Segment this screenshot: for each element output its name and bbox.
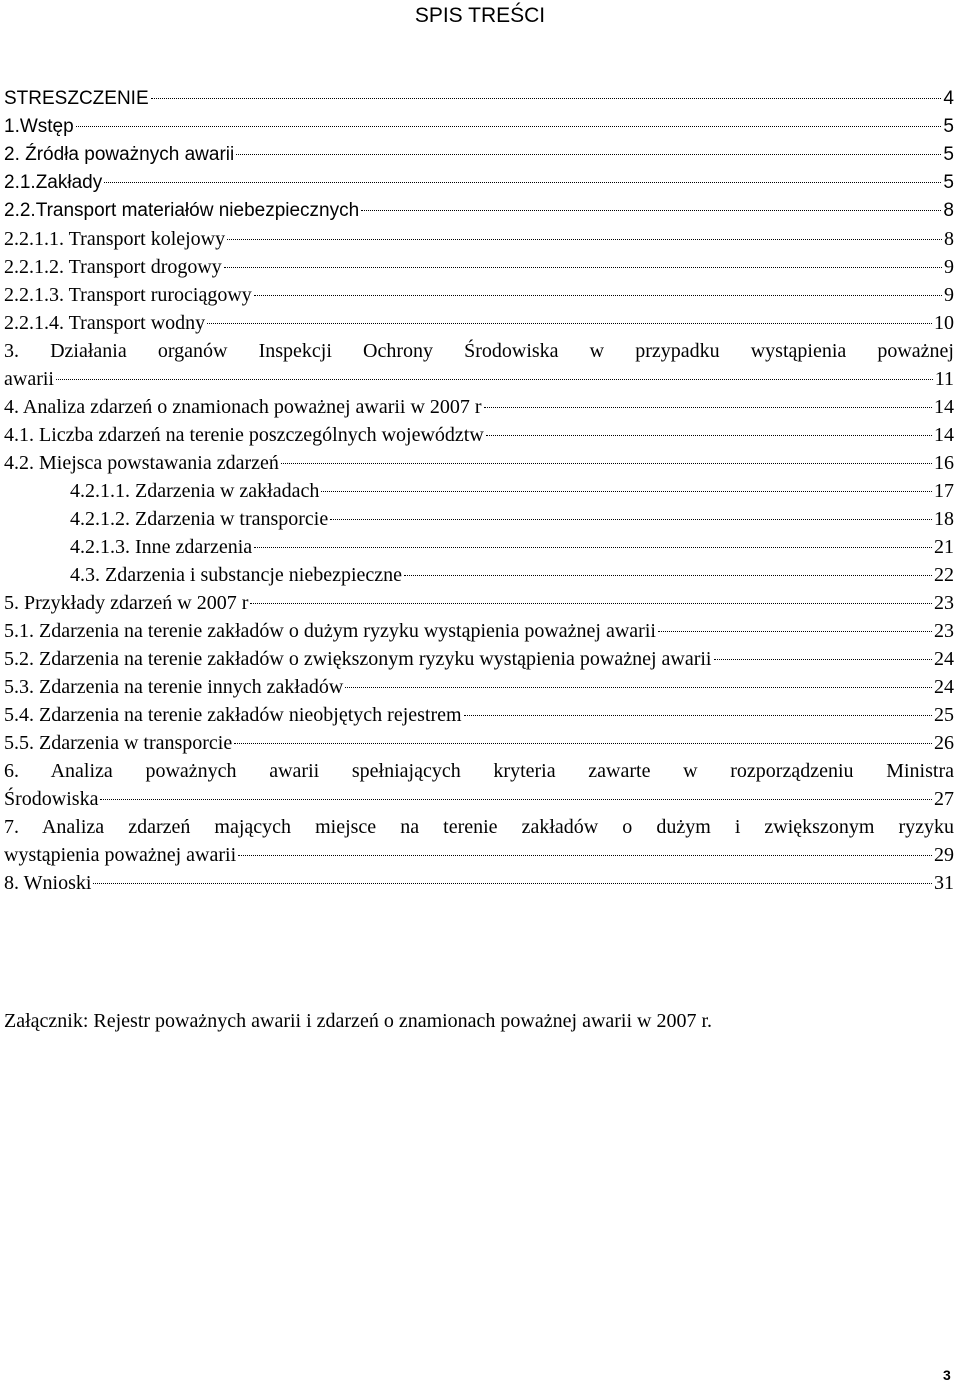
toc-entry-title: 5.1. Zdarzenia na terenie zakładów o dużym ryzyku wystąpienia poważnej awarii (4, 620, 656, 642)
toc-leader-dots (404, 575, 932, 576)
toc-leader-dots (464, 715, 932, 716)
toc-entry-title: 8. Wnioski (4, 872, 92, 894)
toc-entry-page: 9 (944, 256, 954, 278)
toc-entry-title: 6. Analiza poważnych awarii spełniających kryteria zawarte w rozporządzeniu Ministra (4, 760, 954, 782)
toc-entry[interactable] (4, 617, 954, 645)
toc-entry[interactable] (4, 477, 954, 505)
toc-leader-dots (151, 98, 942, 99)
toc-entry-title: 2.1.Zakłady (4, 172, 103, 193)
toc-leader-dots (93, 883, 932, 884)
toc-entry-page: 4 (943, 88, 954, 109)
toc-entry-page: 10 (934, 312, 954, 334)
toc-leader-dots (250, 603, 932, 604)
toc-entry-page: 29 (934, 844, 954, 866)
toc-entry-title: 2.2.1.4. Transport wodny (4, 312, 206, 334)
page-title: SPIS TREŚCI (414, 4, 546, 27)
toc-entry[interactable] (4, 449, 954, 477)
toc-entry[interactable] (4, 561, 954, 589)
toc-leader-dots (76, 126, 942, 127)
toc-entry-page: 24 (934, 676, 954, 698)
toc-entry-title: 5.2. Zdarzenia na terenie zakładów o zwiększonym ryzyku wystąpienia poważnej awarii (4, 648, 712, 670)
toc-entry-page: 8 (943, 200, 954, 221)
table-of-contents (4, 85, 954, 897)
toc-entry-title: 4.2. Miejsca powstawania zdarzeń (4, 452, 279, 474)
toc-entry[interactable] (4, 141, 954, 169)
toc-entry[interactable] (4, 673, 954, 701)
toc-leader-dots (714, 659, 933, 660)
toc-entry-page: 23 (934, 592, 954, 614)
attachment-note: Załącznik: Rejestr poważnych awarii i zdarzeń o znamionach poważnej awarii w 2007 r. (4, 1010, 713, 1032)
toc-entry[interactable] (4, 869, 954, 897)
toc-entry-page: 23 (934, 620, 954, 642)
toc-entry-title: 2. Źródła poważnych awarii (4, 144, 235, 165)
toc-entry-title: 2.2.Transport materiałów niebezpiecznych (4, 200, 360, 221)
toc-entry[interactable] (4, 365, 954, 393)
toc-entry[interactable] (4, 225, 954, 253)
toc-entry[interactable] (4, 337, 954, 365)
toc-leader-dots (254, 295, 942, 296)
toc-leader-dots (56, 379, 933, 380)
toc-leader-dots (207, 323, 932, 324)
toc-entry[interactable] (4, 645, 954, 673)
toc-entry-title: 7. Analiza zdarzeń mających miejsce na terenie zakładów o dużym i zwiększonym ryzyku (4, 816, 954, 838)
toc-entry-page: 16 (934, 452, 954, 474)
toc-entry[interactable] (4, 589, 954, 617)
toc-entry-title: awarii (4, 368, 54, 390)
toc-entry-title: 5.5. Zdarzenia w transporcie (4, 732, 233, 754)
toc-entry-title: Środowiska (4, 788, 99, 810)
toc-leader-dots (330, 519, 932, 520)
toc-entry[interactable] (4, 729, 954, 757)
toc-entry[interactable] (4, 785, 954, 813)
toc-entry[interactable] (4, 757, 954, 785)
toc-entry[interactable] (4, 197, 954, 225)
toc-leader-dots (254, 547, 932, 548)
toc-entry-page: 24 (934, 648, 954, 670)
toc-entry-page: 18 (934, 508, 954, 530)
toc-entry-page: 14 (934, 396, 954, 418)
toc-entry[interactable] (4, 533, 954, 561)
toc-entry-title: 5.3. Zdarzenia na terenie innych zakładów (4, 676, 344, 698)
toc-leader-dots (236, 154, 941, 155)
toc-entry-title: wystąpienia poważnej awarii (4, 844, 237, 866)
toc-leader-dots (234, 743, 932, 744)
toc-entry-page: 21 (934, 536, 954, 558)
toc-entry-page: 8 (944, 228, 954, 250)
toc-entry-page: 5 (943, 116, 954, 137)
toc-entry-title: 2.2.1.3. Transport rurociągowy (4, 284, 252, 306)
toc-leader-dots (238, 855, 932, 856)
toc-entry-title: 5.4. Zdarzenia na terenie zakładów nieobjętych rejestrem (4, 704, 462, 726)
toc-entry[interactable] (4, 841, 954, 869)
toc-entry-page: 14 (934, 424, 954, 446)
toc-entry[interactable] (4, 281, 954, 309)
toc-entry-page: 27 (934, 788, 954, 810)
toc-leader-dots (104, 182, 941, 183)
toc-entry[interactable] (4, 309, 954, 337)
toc-entry[interactable] (4, 505, 954, 533)
toc-leader-dots (361, 210, 941, 211)
toc-entry-page: 17 (934, 480, 954, 502)
page-number: 3 (943, 1367, 951, 1383)
toc-entry-page: 31 (934, 872, 954, 894)
toc-leader-dots (486, 435, 932, 436)
toc-entry-page: 9 (944, 284, 954, 306)
toc-entry[interactable] (4, 393, 954, 421)
toc-leader-dots (321, 491, 932, 492)
toc-entry[interactable] (4, 113, 954, 141)
toc-entry-page: 26 (934, 732, 954, 754)
toc-entry-page: 5 (943, 144, 954, 165)
toc-leader-dots (345, 687, 932, 688)
toc-leader-dots (281, 463, 932, 464)
toc-entry-title: 4.2.1.2. Zdarzenia w transporcie (70, 508, 329, 530)
toc-leader-dots (484, 407, 932, 408)
toc-leader-dots (658, 631, 932, 632)
toc-entry-page: 11 (934, 368, 954, 390)
toc-entry-title: 4. Analiza zdarzeń o znamionach poważnej awarii w 2007 r (4, 396, 482, 418)
toc-entry-title: 4.3. Zdarzenia i substancje niebezpieczne (70, 564, 403, 586)
toc-leader-dots (224, 267, 942, 268)
toc-entry-page: 22 (934, 564, 954, 586)
toc-leader-dots (100, 799, 932, 800)
toc-entry-title: 1.Wstęp (4, 116, 74, 137)
toc-entry[interactable] (4, 85, 954, 113)
toc-entry[interactable] (4, 421, 954, 449)
toc-entry-title: 5. Przykłady zdarzeń w 2007 r (4, 592, 249, 614)
toc-entry-title: 2.2.1.1. Transport kolejowy (4, 228, 226, 250)
toc-entry-title: 3. Działania organów Inspekcji Ochrony Środowiska w przypadku wystąpienia poważnej (4, 340, 954, 362)
toc-entry[interactable] (4, 813, 954, 841)
toc-entry-title: 4.2.1.3. Inne zdarzenia (70, 536, 253, 558)
toc-leader-dots (227, 239, 942, 240)
toc-entry-page: 25 (934, 704, 954, 726)
toc-entry-title: STRESZCZENIE (4, 88, 149, 109)
toc-entry-title: 2.2.1.2. Transport drogowy (4, 256, 222, 278)
toc-entry-page: 5 (943, 172, 954, 193)
toc-entry[interactable] (4, 701, 954, 729)
toc-entry-title: 4.1. Liczba zdarzeń na terenie poszczególnych województw (4, 424, 484, 446)
toc-entry[interactable] (4, 169, 954, 197)
toc-entry-title: 4.2.1.1. Zdarzenia w zakładach (70, 480, 320, 502)
toc-entry[interactable] (4, 253, 954, 281)
